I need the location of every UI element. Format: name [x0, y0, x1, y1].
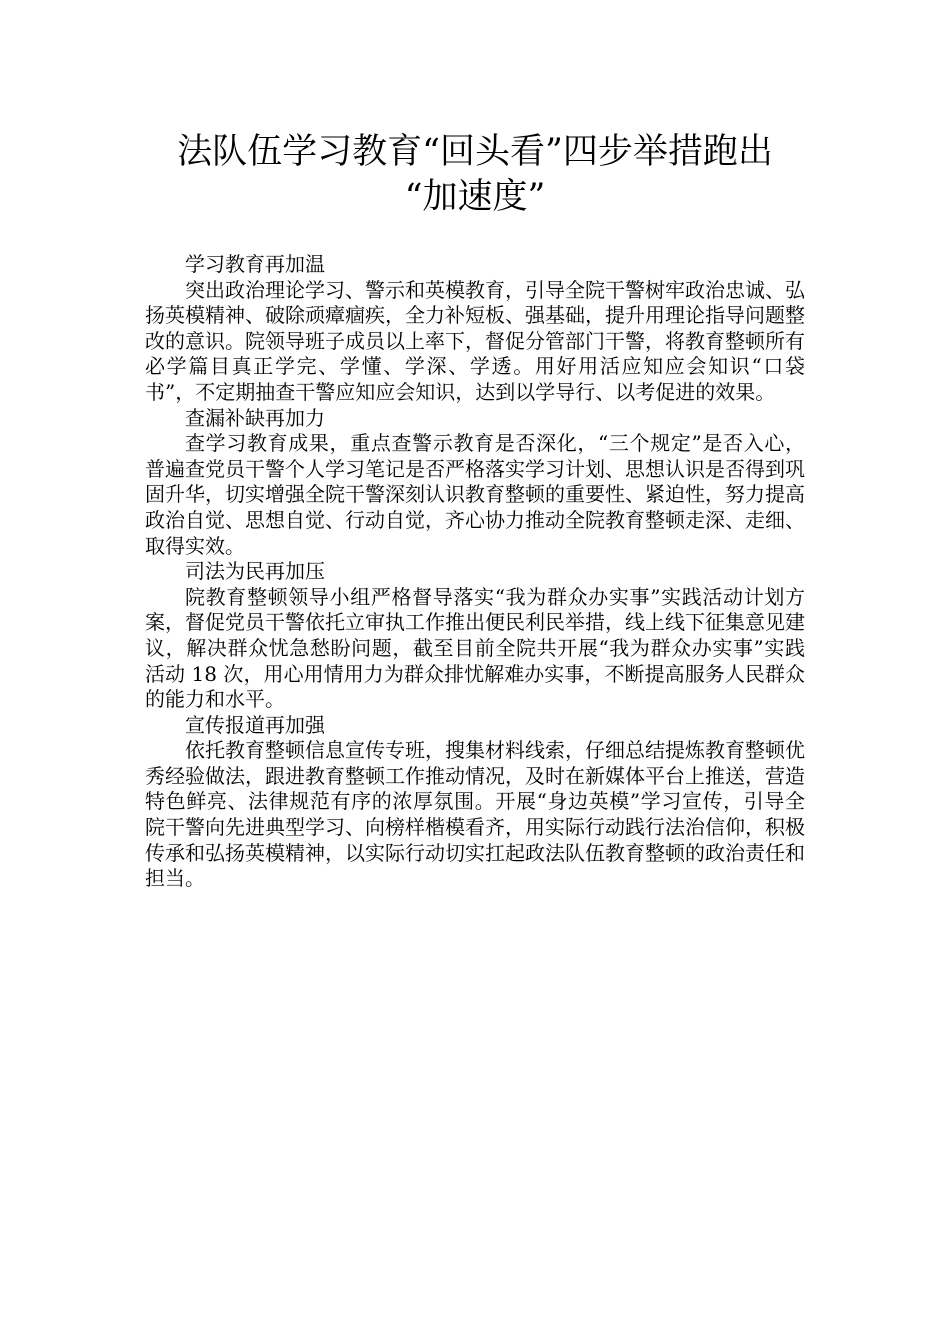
- section-paragraph-4: 依托教育整顿信息宣传专班，搜集材料线索，仔细总结提炼教育整顿优秀经验做法，跟进教育整顿工作推动情况，及时在新媒体平台上推送，营造特色鲜亮、法律规范有序的浓厚氛围。开展“身边英模”学习宣传，引导全院干警向先进典型学习、向榜样楷模看齐，用实际行动践行法治信仰，积极传承和弘扬英模精神，以实际行动切实扛起政法队伍教育整顿的政治责任和担当。: [145, 738, 805, 891]
- section-heading-4: 宣传报道再加强: [185, 712, 325, 737]
- section-heading-1: 学习教育再加温: [185, 252, 325, 276]
- section-paragraph-2: 查学习教育成果，重点查警示教育是否深化，“三个规定”是否入心，普遍查党员干警个人学习笔记是否严格落实学习计划、思想认识是否得到巩固升华，切实增强全院干警深刻认识教育整顿的重要性、紧迫性，努力提高政治自觉、思想自觉、行动自觉，齐心协力推动全院教育整顿走深、走细、取得实效。: [145, 431, 805, 558]
- section-paragraph-3: 院教育整顿领导小组严格督导落实“我为群众办实事”实践活动计划方案，督促党员干警依托立审执工作推出便民利民举措，线上线下征集意见建议，解决群众忧急愁盼问题，截至目前全院共开展“我为群众办实事”实践活动 18 次，用心用情用力为群众排忧解难办实事，不断提高服务人民群众的能力和水平。: [145, 584, 805, 712]
- title-line-2: “加速度”: [404, 177, 546, 217]
- document-body: [145, 252, 805, 892]
- document-title: [135, 130, 815, 220]
- document-page: [145, 0, 805, 892]
- title-line-1: 法队伍学习教育“回头看”四步举措跑出: [177, 132, 773, 172]
- section-paragraph-1: 突出政治理论学习、警示和英模教育，引导全院干警树牢政治忠诚、弘扬英模精神、破除顽瘴痼疾，全力补短板、强基础，提升用理论指导问题整改的意识。院领导班子成员以上率下，督促分管部门干警，将教育整顿所有必学篇目真正学完、学懂、学深、学透。用好用活应知应会知识“口袋书”，不定期抽查干警应知应会知识，达到以学导行、以考促进的效果。: [145, 277, 805, 404]
- section-heading-2: 查漏补缺再加力: [185, 405, 325, 430]
- section-heading-3: 司法为民再加压: [185, 559, 325, 584]
